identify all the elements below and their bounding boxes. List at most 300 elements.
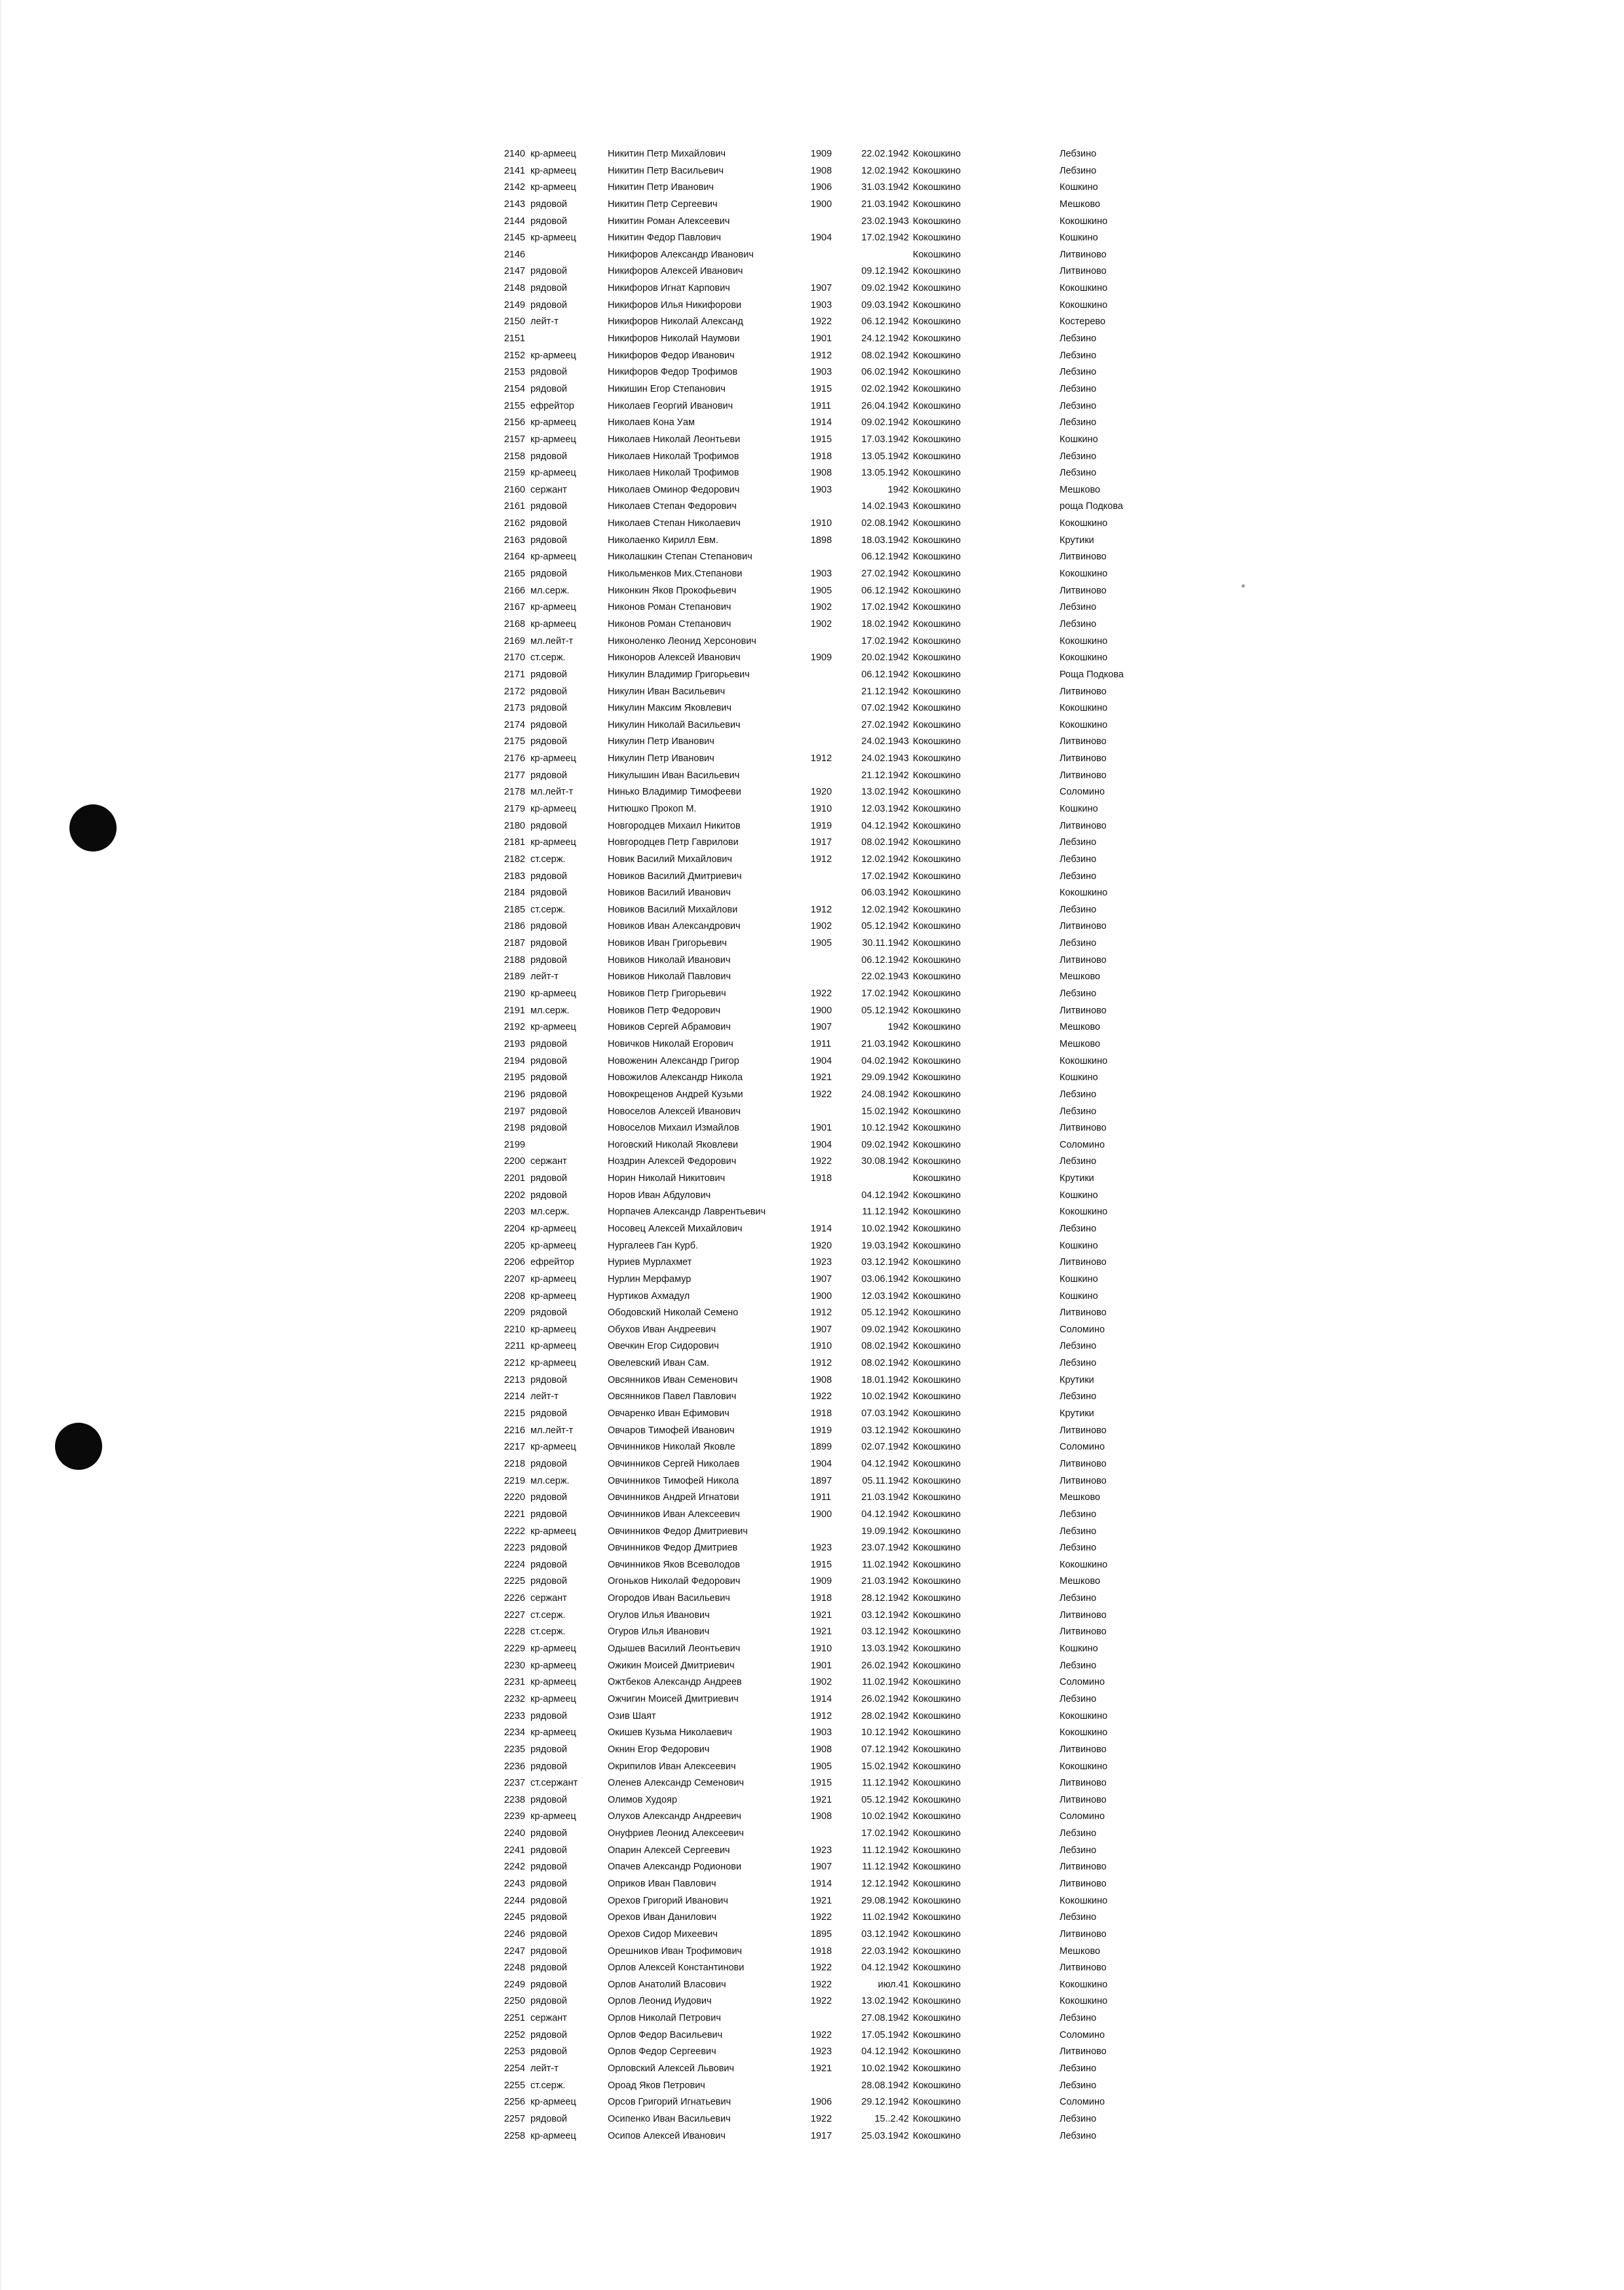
table-row [498,1423,1166,1440]
record-name: Олимов Худояр [608,1794,678,1805]
record-number: 2167 [504,602,525,613]
record-death-place: Кокошкино [913,417,961,428]
record-name: Овсянников Павел Павлович [608,1391,737,1402]
record-rank: сержант [530,1593,567,1604]
record-rank: кр-армеец [530,182,576,193]
record-name: Никифоров Илья Никифорови [608,299,742,310]
record-birth-year: 1912 [811,1710,832,1721]
record-birth-year: 1900 [811,1005,832,1016]
record-burial-place: Литвиново [1060,2046,1107,2057]
record-death-date: 30.11.1942 [862,938,909,949]
record-burial-place: Литвиново [1060,249,1107,260]
record-name: Ороад Яков Петрович [608,2080,705,2091]
record-number: 2227 [504,1609,525,1621]
record-death-date: 05.12.1942 [861,1794,909,1805]
record-burial-place: Костерево [1060,316,1106,328]
record-birth-year: 1909 [811,652,832,664]
record-death-date: 25.03.1942 [861,2130,909,2141]
record-burial-place: Литвиново [1060,1626,1107,1638]
record-number: 2146 [504,249,525,260]
record-death-date: 06.12.1942 [861,552,909,563]
record-birth-year: 1921 [811,1609,832,1621]
record-burial-place: Литвиново [1060,753,1107,764]
record-death-date: 03.12.1942 [861,1626,909,1638]
table-row [498,1288,1166,1305]
record-number: 2206 [504,1257,525,1268]
record-name: Носовец Алексей Михайлович [608,1224,743,1234]
record-burial-place: Лебзино [1060,1509,1097,1520]
record-death-date: 21.03.1942 [861,198,909,210]
record-death-place: Кокошкино [913,434,961,445]
record-birth-year: 1921 [811,1895,832,1906]
record-burial-place: Литвиново [1060,1123,1107,1134]
table-row [498,1742,1166,1759]
record-death-date: 20.02.1942 [861,652,909,664]
record-number: 2177 [504,770,525,781]
table-row [498,1019,1166,1036]
record-birth-year: 1910 [811,1643,832,1655]
record-death-date: 09.02.1942 [861,1324,909,1335]
table-row [498,1590,1166,1607]
record-rank: рядовой [530,383,567,394]
record-burial-place: Литвиново [1060,1005,1107,1016]
record-number: 2242 [504,1862,525,1873]
record-burial-place: Литвиново [1060,1609,1107,1621]
record-rank: лейт-т [530,1391,559,1402]
table-row [498,1876,1166,1893]
table-row [498,835,1166,852]
record-number: 2254 [504,2063,525,2074]
record-death-place: Кокошкино [913,569,961,580]
record-name: Норов Иван Абдулович [608,1190,711,1201]
record-rank: рядовой [530,1845,567,1856]
record-burial-place: Кокошкино [1060,652,1108,664]
record-death-place: Кокошкино [913,1509,961,1520]
table-row [498,214,1166,231]
record-rank: сержант [530,2013,567,2024]
record-death-date: 13.02.1942 [861,1996,909,2007]
record-number: 2214 [504,1391,525,1402]
record-name: Никулин Петр Иванович [608,736,714,747]
table-row [498,297,1166,314]
record-name: Никулышин Иван Васильевич [608,770,740,781]
record-death-place: Кокошкино [913,1055,961,1066]
record-birth-year: 1902 [811,921,832,932]
table-row [498,2027,1166,2044]
record-name: Новгородцев Петр Гаврилови [608,837,739,848]
record-burial-place: Лебзино [1060,1593,1097,1604]
record-death-place: Кокошкино [913,954,961,966]
table-row [498,179,1166,197]
table-row [498,717,1166,734]
record-burial-place: Лебзино [1060,1156,1097,1167]
table-row [498,1893,1166,1910]
record-birth-year: 1903 [811,299,832,310]
record-burial-place: Лебзино [1060,2063,1097,2074]
record-burial-place: Лебзино [1060,938,1097,949]
table-row [498,1725,1166,1742]
record-name: Овчинников Николай Яковле [608,1442,735,1453]
record-name: Овчаренко Иван Ефимович [608,1408,729,1419]
record-death-place: Кокошкино [913,1693,961,1704]
record-rank: кр-армеец [530,988,576,1000]
record-death-place: Кокошкино [913,216,961,227]
record-name: Николаев Георгий Иванович [608,400,733,411]
record-number: 2201 [504,1173,525,1184]
record-number: 2145 [504,233,525,244]
record-burial-place: Лебзино [1060,988,1097,1000]
record-number: 2183 [504,871,525,882]
record-number: 2252 [504,2029,525,2040]
record-death-date: 10.12.1942 [861,1123,909,1134]
table-row [498,1826,1166,1843]
record-number: 2200 [504,1156,525,1167]
record-number: 2239 [504,1811,525,1822]
record-burial-place: Лебзино [1060,333,1097,345]
scan-speck [1242,584,1245,588]
record-number: 2219 [504,1475,525,1486]
record-birth-year: 1912 [811,1307,832,1319]
record-burial-place: Мешково [1060,1576,1101,1587]
record-number: 2207 [504,1273,525,1285]
record-death-date: 09.12.1942 [861,266,909,277]
record-number: 2150 [504,316,525,328]
record-birth-year: 1915 [811,434,832,445]
record-rank: мл.лейт-т [530,635,574,647]
table-row [498,986,1166,1003]
record-rank: рядовой [530,888,567,899]
record-number: 2236 [504,1761,525,1772]
record-rank: рядовой [530,1374,567,1385]
record-name: Орешников Иван Трофимович [608,1945,743,1957]
record-death-place: Кокошкино [913,2080,961,2091]
record-burial-place: Лебзино [1060,854,1097,865]
record-number: 2198 [504,1123,525,1134]
record-death-place: Кокошкино [913,888,961,899]
record-death-place: Кокошкино [913,1727,961,1738]
record-name: Никонкин Яков Прокофьевич [608,585,737,596]
record-name: Орехов Иван Данилович [608,1912,717,1923]
table-row [498,751,1166,768]
record-name: Новиков Петр Григорьевич [608,988,726,1000]
record-death-place: Кокошкино [913,249,961,260]
record-death-date: 06.12.1942 [861,316,909,328]
record-birth-year: 1907 [811,1273,832,1285]
record-rank: рядовой [530,518,567,529]
record-rank: рядовой [530,1038,567,1049]
record-birth-year: 1898 [811,535,832,546]
record-death-date: 22.02.1942 [861,149,909,159]
record-burial-place: Кокошкино [1060,518,1108,529]
record-death-place: Кокошкино [913,552,961,563]
record-death-place: Кокошкино [913,350,961,361]
record-burial-place: Литвиново [1060,770,1107,781]
record-death-date: 06.02.1942 [861,367,909,378]
record-death-place: Кокошкино [913,2113,961,2124]
record-name: Новиков Василий Иванович [608,888,731,899]
record-name: Николашкин Степан Степанович [608,552,752,563]
record-death-date: 15.02.1942 [861,1106,909,1117]
record-name: Овчинников Иван Алексеевич [608,1509,740,1520]
record-number: 2184 [504,888,525,899]
record-name: Овчаров Тимофей Иванович [608,1425,735,1436]
record-death-place: Кокошкино [913,2029,961,2040]
record-death-place: Кокошкино [913,266,961,277]
record-number: 2216 [504,1425,525,1436]
record-death-date: 11.12.1942 [862,1845,909,1856]
record-death-date: 13.05.1942 [861,468,909,479]
record-number: 2230 [504,1660,525,1671]
record-birth-year: 1899 [811,1442,832,1453]
record-death-place: Кокошкино [913,198,961,210]
record-death-date: 1942 [887,484,909,495]
record-rank: рядовой [530,1072,567,1083]
record-birth-year: 1912 [811,350,832,361]
record-name: Николаев Оминор Федорович [608,484,740,495]
record-number: 2197 [504,1106,525,1117]
record-rank: рядовой [530,1106,567,1117]
record-birth-year: 1907 [811,1022,832,1033]
record-burial-place: Литвиново [1060,1962,1107,1974]
record-rank: рядовой [530,535,567,546]
record-burial-place: Литвиново [1060,820,1107,831]
record-number: 2159 [504,468,525,479]
table-row [498,1524,1166,1541]
record-name: Никулин Иван Васильевич [608,686,726,697]
record-rank: ст.серж. [530,904,566,915]
record-number: 2190 [504,988,525,1000]
record-name: Олухов Александр Андреевич [608,1811,741,1822]
record-number: 2212 [504,1358,525,1369]
record-number: 2141 [504,165,525,176]
record-rank: рядовой [530,954,567,966]
record-rank: ст.серж. [530,652,566,664]
record-name: Окрипилов Иван Алексеевич [608,1761,736,1772]
record-name: Николаев Кона Уам [608,417,695,428]
record-burial-place: Мешково [1060,1022,1101,1033]
record-number: 2220 [504,1492,525,1503]
record-number: 2244 [504,1895,525,1906]
table-row [498,482,1166,499]
record-death-place: Кокошкино [913,1626,961,1638]
record-death-place: Кокошкино [913,1273,961,1285]
record-death-date: 08.02.1942 [861,350,909,361]
record-birth-year: 1922 [811,2029,832,2040]
table-row [498,583,1166,600]
record-death-date: 22.02.1943 [861,971,909,983]
record-rank: мл.серж. [530,1207,570,1218]
record-death-date: 07.03.1942 [861,1408,909,1419]
record-burial-place: Мешково [1060,1492,1101,1503]
record-number: 2234 [504,1727,525,1738]
record-death-date: 09.03.1942 [861,299,909,310]
record-rank: рядовой [530,1559,567,1570]
record-number: 2222 [504,1526,525,1537]
record-death-date: 17.03.1942 [861,434,909,445]
record-death-date: 11.02.1942 [862,1559,909,1570]
table-row [498,364,1166,381]
record-death-place: Кокошкино [913,854,961,865]
record-name: Овчинников Андрей Игнатови [608,1492,739,1503]
record-number: 2232 [504,1693,525,1704]
record-name: Ожчигин Моисей Дмитриевич [608,1693,739,1704]
record-death-date: 13.05.1942 [861,451,909,462]
record-rank: кр-армеец [530,837,576,848]
record-birth-year: 1907 [811,283,832,294]
table-row [498,952,1166,969]
record-death-date: 24.08.1942 [861,1089,909,1100]
record-rank: рядовой [530,686,567,697]
record-death-place: Кокошкино [913,1374,961,1385]
record-name: Новиков Николай Павлович [608,971,731,983]
record-burial-place: Лебзино [1060,1912,1097,1923]
record-death-date: 28.12.1942 [861,1593,909,1604]
record-death-place: Кокошкино [913,1038,961,1049]
record-rank: рядовой [530,1761,567,1772]
record-death-date: 14.02.1943 [861,501,909,512]
record-rank: рядовой [530,1173,567,1184]
table-row [498,667,1166,684]
record-name: Огородов Иван Васильевич [608,1593,730,1604]
record-name: Новиков Сергей Абрамович [608,1022,731,1033]
record-name: Никитин Петр Михайлович [608,149,726,159]
record-rank: кр-армеец [530,2097,576,2108]
record-death-date: 26.02.1942 [861,1693,909,1704]
record-rank: ст.серж. [530,1609,566,1621]
table-row [498,465,1166,482]
record-burial-place: Кокошкино [1060,216,1108,227]
record-birth-year: 1918 [811,1173,832,1184]
record-birth-year: 1905 [811,1761,832,1772]
record-number: 2211 [504,1341,525,1352]
record-rank: рядовой [530,1996,567,2007]
record-number: 2221 [504,1509,525,1520]
record-birth-year: 1908 [811,1374,832,1385]
record-name: Николаев Степан Николаевич [608,518,741,529]
record-name: Новиков Василий Дмитриевич [608,871,742,882]
record-rank: кр-армеец [530,602,576,613]
record-name: Ноздрин Алексей Федорович [608,1156,737,1167]
record-burial-place: Кокошкино [1060,888,1108,899]
record-birth-year: 1904 [811,1055,832,1066]
record-birth-year: 1922 [811,1912,832,1923]
record-death-place: Кокошкино [913,1156,961,1167]
record-death-date: 03.12.1942 [861,1257,909,1268]
record-death-place: Кокошкино [913,1744,961,1755]
record-name: Новиков Иван Александрович [608,921,741,932]
record-rank: мл.лейт-т [530,1425,574,1436]
table-row [498,2044,1166,2061]
record-death-date: 08.02.1942 [861,837,909,848]
table-row [498,449,1166,466]
record-number: 2164 [504,552,525,563]
record-number: 2172 [504,686,525,697]
record-birth-year: 1919 [811,1425,832,1436]
record-burial-place: Литвиново [1060,921,1107,932]
record-death-date: 1942 [887,1022,909,1033]
table-row [498,599,1166,616]
record-rank: мл.серж. [530,1005,570,1016]
record-number: 2156 [504,417,525,428]
record-rank: рядовой [530,2046,567,2057]
record-name: Никонов Роман Степанович [608,618,731,629]
record-death-date: 21.03.1942 [861,1492,909,1503]
table-row [498,1674,1166,1691]
table-row [498,1993,1166,2010]
record-death-place: Кокошкино [913,719,961,730]
record-death-date: 17.02.1942 [861,988,909,1000]
record-death-place: Кокошкино [913,1391,961,1402]
record-rank: рядовой [530,1408,567,1419]
table-row [498,1439,1166,1456]
table-row [498,314,1166,331]
record-rank: рядовой [530,719,567,730]
record-death-date: 12.03.1942 [861,1290,909,1302]
record-death-place: Кокошкино [913,2046,961,2057]
record-death-date: 17.02.1942 [861,871,909,882]
record-death-place: Кокошкино [913,1425,961,1436]
record-name: Николаев Николай Леонтьеви [608,434,741,445]
record-birth-year: 1921 [811,1626,832,1638]
table-row [498,650,1166,667]
record-rank: мл.лейт-т [530,787,574,798]
record-death-place: Кокошкино [913,182,961,193]
record-name: Овчинников Сергей Николаев [608,1458,740,1469]
record-burial-place: Кокошкино [1060,283,1108,294]
record-rank: рядовой [530,2029,567,2040]
record-rank: кр-армеец [530,803,576,814]
record-rank: рядовой [530,1190,567,1201]
record-death-date: 21.03.1942 [861,1576,909,1587]
record-death-place: Кокошкино [913,1828,961,1839]
table-row [498,935,1166,952]
record-birth-year: 1920 [811,787,832,798]
table-row [498,1238,1166,1255]
table-row [498,1843,1166,1860]
record-death-place: Кокошкино [913,1492,961,1503]
record-death-place: Кокошкино [913,1979,961,1990]
table-row [498,1859,1166,1876]
record-death-place: Кокошкино [913,1912,961,1923]
record-rank: ефрейтор [530,1257,574,1268]
record-name: Обухов Иван Андреевич [608,1324,716,1335]
record-rank: рядовой [530,569,567,580]
record-birth-year: 1914 [811,1878,832,1889]
record-birth-year: 1911 [811,1492,832,1503]
record-death-date: 03.12.1942 [861,1425,909,1436]
record-death-place: Кокошкино [913,501,961,512]
record-name: Никоноленко Леонид Херсонович [608,635,756,647]
record-birth-year: 1903 [811,569,832,580]
record-birth-year: 1910 [811,518,832,529]
record-death-date: 13.02.1942 [861,787,909,798]
record-death-date: 27.02.1942 [861,569,909,580]
record-birth-year: 1900 [811,1509,832,1520]
record-birth-year: 1922 [811,1156,832,1167]
record-burial-place: Крутики [1060,1408,1094,1419]
record-death-date: июл.41 [877,1979,909,1990]
record-burial-place: Кокошкино [1060,1727,1108,1738]
record-name: Новиков Иван Григорьевич [608,938,727,949]
table-row [498,1070,1166,1087]
record-rank: рядовой [530,1794,567,1805]
table-row [498,163,1166,180]
table-row [498,415,1166,432]
record-number: 2247 [504,1945,525,1957]
record-rank: рядовой [530,669,567,680]
record-number: 2248 [504,1962,525,1974]
record-name: Овчинников Федор Дмитриев [608,1543,738,1554]
